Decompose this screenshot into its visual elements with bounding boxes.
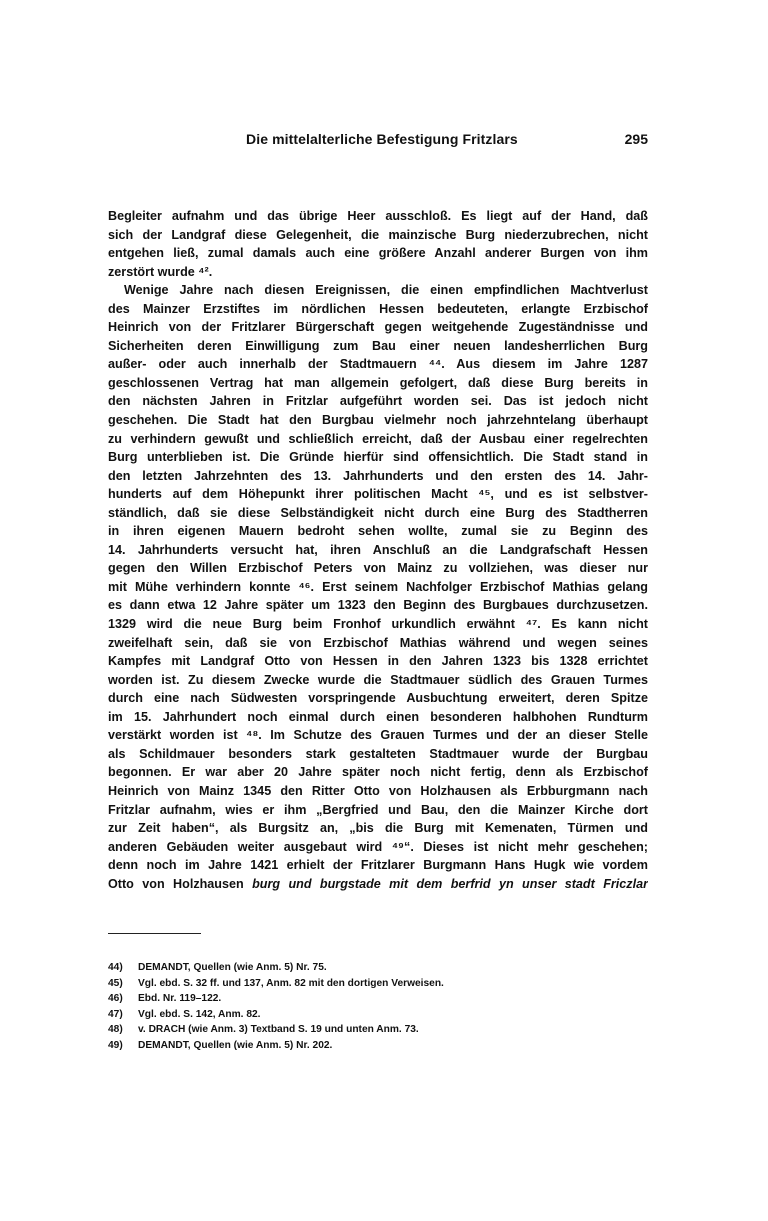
footnote-text: Ebd. Nr. 119–122. bbox=[138, 993, 222, 1005]
text-line: zur Zeit haben“, als Burgsitz an, „bis die Burg mit Kemenaten, Türmen und bbox=[108, 821, 648, 836]
text-line: außer- oder auch innerhalb der Stadtmauern ⁴⁴. Aus diesem im Jahre 1287 bbox=[108, 357, 648, 372]
footnote-number: 48) bbox=[108, 1024, 123, 1036]
text-line: Burg unterblieben ist. Die Gründe hierfür sind offensichtlich. Die Stadt stand in bbox=[108, 450, 648, 465]
page-number: 295 bbox=[624, 131, 648, 147]
text-line-with-italic-quote bbox=[108, 875, 648, 894]
footnote bbox=[108, 1007, 648, 1023]
page-header bbox=[108, 128, 648, 150]
text-line: den nächsten Jahren in Fritzlar aufgeführt worden sei. Das ist jedoch nicht bbox=[108, 394, 648, 409]
line-prefix: Otto von Holzhausen bbox=[108, 876, 253, 891]
footnote-text: Vgl. ebd. S. 142, Anm. 82. bbox=[138, 1008, 261, 1020]
footnote-number: 45) bbox=[108, 977, 123, 989]
text-line: geschlossenen Vertrag hat man allgemein gefolgert, daß diese Burg bereits in bbox=[108, 375, 648, 390]
text-line: durch eine nach Südwesten vorspringende Ausbuchtung erweitert, deren Spitze bbox=[108, 691, 648, 706]
footnotes bbox=[108, 960, 648, 1054]
text-line: gegen den Willen Erzbischof Peters von Mainz zu vollziehen, was dieser nur bbox=[108, 561, 648, 576]
text-line: geschehen. Die Stadt hat den Burgbau vielmehr noch jahrzehntelang überhaupt bbox=[108, 413, 648, 428]
text-line: in ihren eigenen Mauern bedroht sehen wollte, zumal sie zu Beginn des bbox=[108, 524, 648, 539]
text-line: Fritzlar aufnahm, wies er ihm „Bergfried und Bau, den die Mainzer Kirche dort bbox=[108, 802, 648, 817]
body-text bbox=[108, 207, 648, 893]
text-line: den letzten Jahrzehnten des 13. Jahrhunderts und den ersten des 14. Jahr- bbox=[108, 468, 648, 483]
text-line: im 15. Jahrhundert noch einmal durch einen besonderen halbhohen Rundturm bbox=[108, 709, 648, 724]
text-line: 1329 wird die neue Burg beim Fronhof urkundlich erwähnt ⁴⁷. Es kann nicht bbox=[108, 617, 648, 632]
footnote bbox=[108, 976, 648, 992]
footnote bbox=[108, 1022, 648, 1038]
footnote-text: DEMANDT, Quellen (wie Anm. 5) Nr. 75. bbox=[138, 962, 327, 973]
footnote-number: 47) bbox=[108, 1008, 123, 1020]
text-line: hunderts auf dem Höhepunkt ihrer politischen Macht ⁴⁵, und es ist selbstver- bbox=[108, 487, 648, 502]
footnote bbox=[108, 991, 648, 1007]
text-line: Kampfes mit Landgraf Otto von Hessen in den Jahren 1323 bis 1328 errichtet bbox=[108, 654, 648, 669]
text-line: zerstört wurde ⁴². bbox=[108, 264, 213, 279]
text-line: Sicherheiten deren Einwilligung zum Bau einer neuen landesherrlichen Burg bbox=[108, 338, 648, 353]
text-line: denn noch im Jahre 1421 erhielt der Fritzlarer Burgmann Hans Hugk wie vordem bbox=[108, 858, 648, 873]
footnote bbox=[108, 1038, 648, 1054]
italic-quote: burg und burgstade mit dem berfrid yn unser stadt Friczlar bbox=[252, 876, 648, 891]
text-line: anderen Gebäuden weiter ausgebaut wird ⁴⁹“. Dieses ist nicht mehr geschehen; bbox=[108, 839, 648, 854]
footnote-number: 46) bbox=[108, 993, 123, 1005]
text-line: worden ist. Zu diesem Zwecke wurde die Stadtmauer südlich des Grauen Turmes bbox=[108, 672, 648, 687]
text-line: zweifelhaft sein, daß sie von Erzbischof Mathias während und wegen seines bbox=[108, 635, 648, 650]
footnote-text: DEMANDT, Quellen (wie Anm. 5) Nr. 202. bbox=[138, 1039, 333, 1051]
text-line: 14. Jahrhunderts versucht hat, ihren Anschluß an die Landgrafschaft Hessen bbox=[108, 542, 648, 557]
text-line: sich der Landgraf diese Gelegenheit, die mainzische Burg niederzubrechen, nicht bbox=[108, 227, 648, 242]
paragraph-start-line: Wenige Jahre nach diesen Ereignissen, die einen empfindlichen Machtverlust bbox=[124, 283, 648, 298]
footnote-number: 44) bbox=[108, 962, 123, 973]
text-line: mit Mühe verhindern konnte ⁴⁶. Erst seinem Nachfolger Erzbischof Mathias gelang bbox=[108, 579, 648, 594]
footnote bbox=[108, 960, 648, 976]
text-line: Heinrich von der Fritzlarer Bürgerschaft gegen weitgehende Zugeständnisse und bbox=[108, 320, 648, 335]
footnote-number: 49) bbox=[108, 1039, 123, 1051]
text-line: als Schildmauer besonders stark gestalteten Stadtmauer wurde der Burgbau bbox=[108, 746, 648, 761]
text-line: Begleiter aufnahm und das übrige Heer ausschloß. Es liegt auf der Hand, daß bbox=[108, 209, 648, 223]
text-line: ständlich, daß sie diese Selbständigkeit nicht durch eine Burg des Stadtherren bbox=[108, 505, 648, 520]
footnote-text: v. DRACH (wie Anm. 3) Textband S. 19 und unten Anm. 73. bbox=[138, 1024, 419, 1036]
text-line: entgehen ließ, zumal damals auch eine größere Anzahl anderer Burgen von ihm bbox=[108, 246, 648, 261]
running-title: Die mittelalterliche Befestigung Fritzlars bbox=[246, 131, 518, 147]
footnote-separator bbox=[108, 933, 201, 934]
footnote-text: Vgl. ebd. S. 32 ff. und 137, Anm. 82 mit den dortigen Verweisen. bbox=[138, 977, 444, 989]
text-line: es dann etwa 12 Jahre später um 1323 den Beginn des Burgbaues durchzusetzen. bbox=[108, 598, 648, 613]
text-line: des Mainzer Erzstiftes im nördlichen Hessen bedeuteten, erlangte Erzbischof bbox=[108, 301, 648, 316]
text-line: zu verhindern gewußt und schließlich erreicht, daß der Ausbau einer regelrechten bbox=[108, 431, 648, 446]
text-line: verstärkt worden ist ⁴⁸. Im Schutze des Grauen Turmes und der an dieser Stelle bbox=[108, 728, 648, 743]
text-line: begonnen. Er war aber 20 Jahre später noch nicht fertig, denn als Erzbischof bbox=[108, 765, 648, 780]
text-line: Heinrich von Mainz 1345 den Ritter Otto von Holzhausen als Erbburgmann nach bbox=[108, 783, 648, 798]
